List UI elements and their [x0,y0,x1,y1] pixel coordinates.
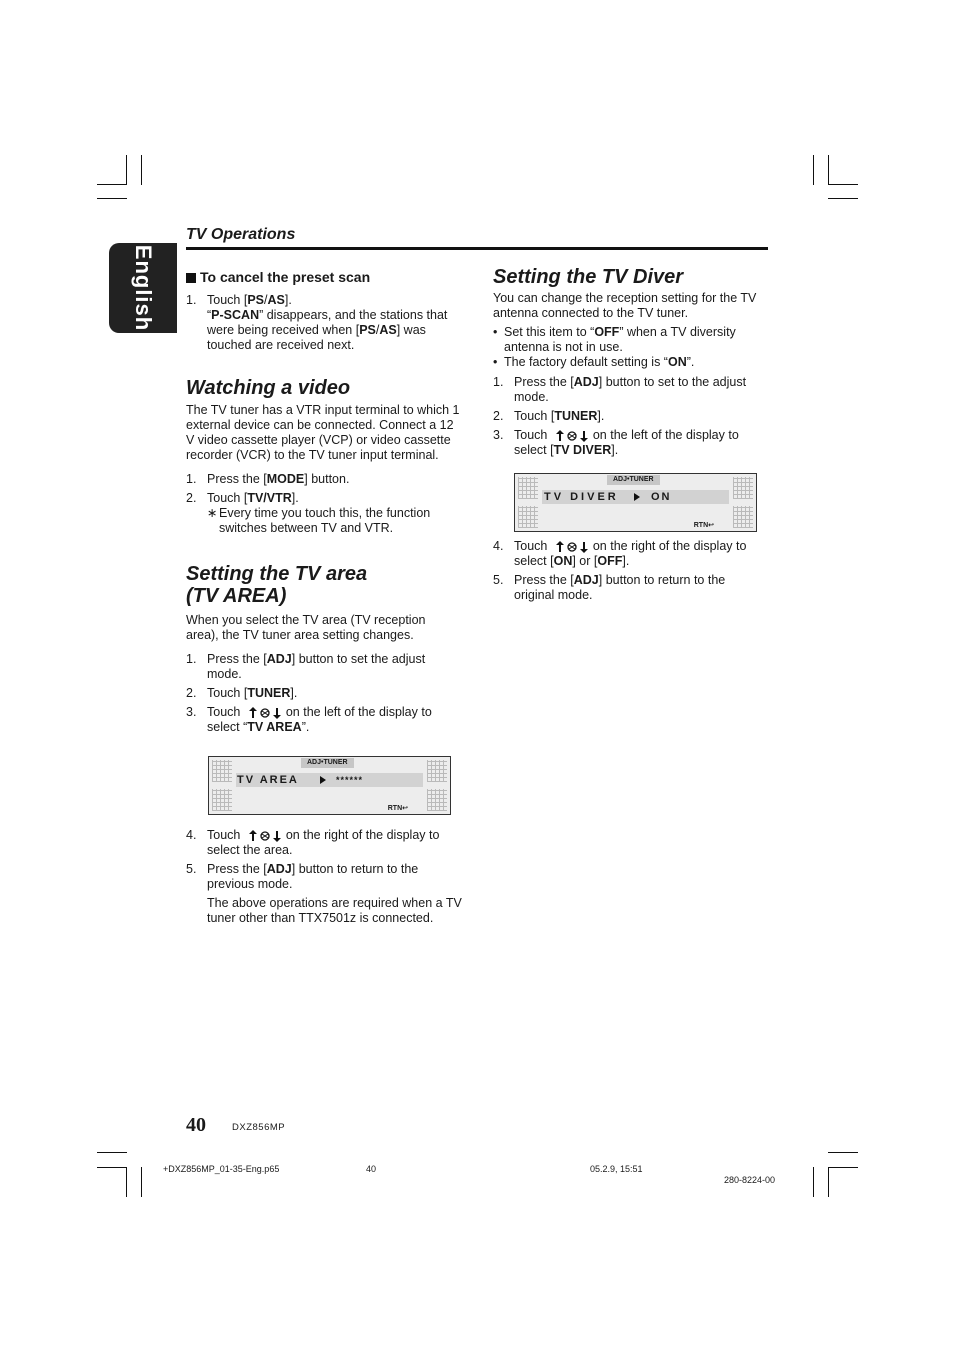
tv-area-steps-continued [186,828,466,892]
left-column-lower [186,828,466,926]
language-tab [109,243,177,333]
tv-area-steps [186,652,461,735]
model-name: DXZ856MP [232,1122,286,1133]
footer-file: +DXZ856MP_01-35-Eng.p65 [163,1164,280,1174]
display-label: TV AREA [237,774,299,786]
cancel-scan-heading: To cancel the preset scan [186,270,461,285]
up-touch-down-arrows-icon [554,430,590,442]
display-button-grid [212,760,232,782]
crop-mark [813,1167,814,1197]
footer-code: 280-8224-00 [724,1175,776,1185]
display-header: ADJ•TUNER [301,758,354,768]
list-item: 1. Press the [ADJ] button to set the adjust mode. [186,652,426,681]
display-button-grid [733,506,753,528]
tv-diver-title: Setting the TV Diver [493,266,684,288]
display-button-grid [427,789,447,811]
up-touch-down-arrows-icon [247,707,283,719]
crop-mark [97,1167,127,1168]
header-rule [186,247,768,250]
tv-diver-steps-continued [493,539,768,603]
list-item: • Set this item to “OFF” when a TV diversity antenna is not in use. [493,325,736,354]
language-tab-label: English [131,244,156,332]
tv-area-closing-note: The above operations are required when a TV tuner other than TTX7501z is connected. [207,896,462,925]
return-label: RTN↩ [387,805,408,812]
tv-area-display [208,756,451,815]
crop-mark [828,1152,858,1153]
return-label: RTN↩ [693,522,714,529]
right-column-lower [493,539,768,607]
list-item: • The factory default setting is “ON”. [493,355,695,369]
crop-mark [97,198,127,199]
list-item: 3. Touch on the left of the display to select [TV DIVER]. [493,428,739,457]
list-item: 1. Touch [PS/AS]. “P-SCAN” disappears, and the stations that were being received when [PS/AS] was touched are received next. [186,293,448,352]
list-item: 2. Touch [TV/VTR]. ∗ Every time you touch this, the function switches between TV and VTR. [186,491,461,536]
up-touch-down-arrows-icon [247,830,283,842]
crop-mark [828,155,829,185]
watching-video-intro: The TV tuner has a VTR input terminal to which 1 external device can be connected. Connect a 12 V video cassette player (VCP) or video cassette recorder (VCR) to the TV tuner input terminal. [186,403,460,462]
footer-page: 40 [366,1164,377,1174]
video-note: ∗ Every time you touch this, the function switches between TV and VTR. [207,506,431,535]
crop-mark [126,1167,127,1197]
up-touch-down-arrows-icon [554,541,590,553]
display-header: ADJ•TUNER [607,475,660,485]
crop-mark [141,155,142,185]
tv-area-title: Setting the TV area (TV AREA) [186,563,368,607]
tv-area-intro: When you select the TV area (TV reception area), the TV tuner area setting changes. [186,613,426,642]
crop-mark [828,1167,858,1168]
tv-diver-steps [493,375,768,458]
list-item: 3. Touch on the left of the display to select “TV AREA”. [186,705,432,734]
list-item: 2. Touch [TUNER]. [186,686,298,700]
section-header: TV Operations [186,226,296,243]
list-item: 4. Touch on the right of the display to select [ON] or [OFF]. [493,539,747,568]
tv-diver-display [514,473,757,532]
display-button-grid [518,506,538,528]
tv-diver-intro: You can change the reception setting for the TV antenna connected to the TV tuner. [493,291,757,320]
display-button-grid [427,760,447,782]
watching-video-steps [186,472,461,536]
crop-mark [97,1152,127,1153]
watching-video-title: Watching a video [186,377,351,399]
tv-diver-bullets [493,325,768,370]
list-item: 5. Press the [ADJ] button to return to the previous mode. [186,862,419,891]
crop-mark [828,184,858,185]
crop-mark [97,184,127,185]
list-item: 1. Press the [ADJ] button to set to the adjust mode. [493,375,747,404]
list-item: 5. Press the [ADJ] button to return to the original mode. [493,573,726,602]
square-bullet-icon [186,273,196,283]
cancel-scan-steps [186,293,461,353]
display-value: ****** [336,775,364,785]
list-item: 4. Touch on the right of the display to select the area. [186,828,440,857]
page-number: 40 [186,1114,206,1136]
list-item: 2. Touch [TUNER]. [493,409,605,423]
display-button-grid [518,477,538,499]
display-value: ON [651,491,672,503]
footer-date: 05.2.9, 15:51 [590,1164,643,1174]
right-column [493,266,768,462]
list-item: 1. Press the [MODE] button. [186,472,350,486]
crop-mark [813,155,814,185]
play-arrow-icon [634,493,640,501]
crop-mark [828,1167,829,1197]
play-arrow-icon [320,776,326,784]
crop-mark [141,1167,142,1197]
display-button-grid [733,477,753,499]
crop-mark [828,198,858,199]
crop-mark [126,155,127,185]
display-button-grid [212,789,232,811]
display-label: TV DIVER [544,491,619,503]
left-column [186,270,461,739]
